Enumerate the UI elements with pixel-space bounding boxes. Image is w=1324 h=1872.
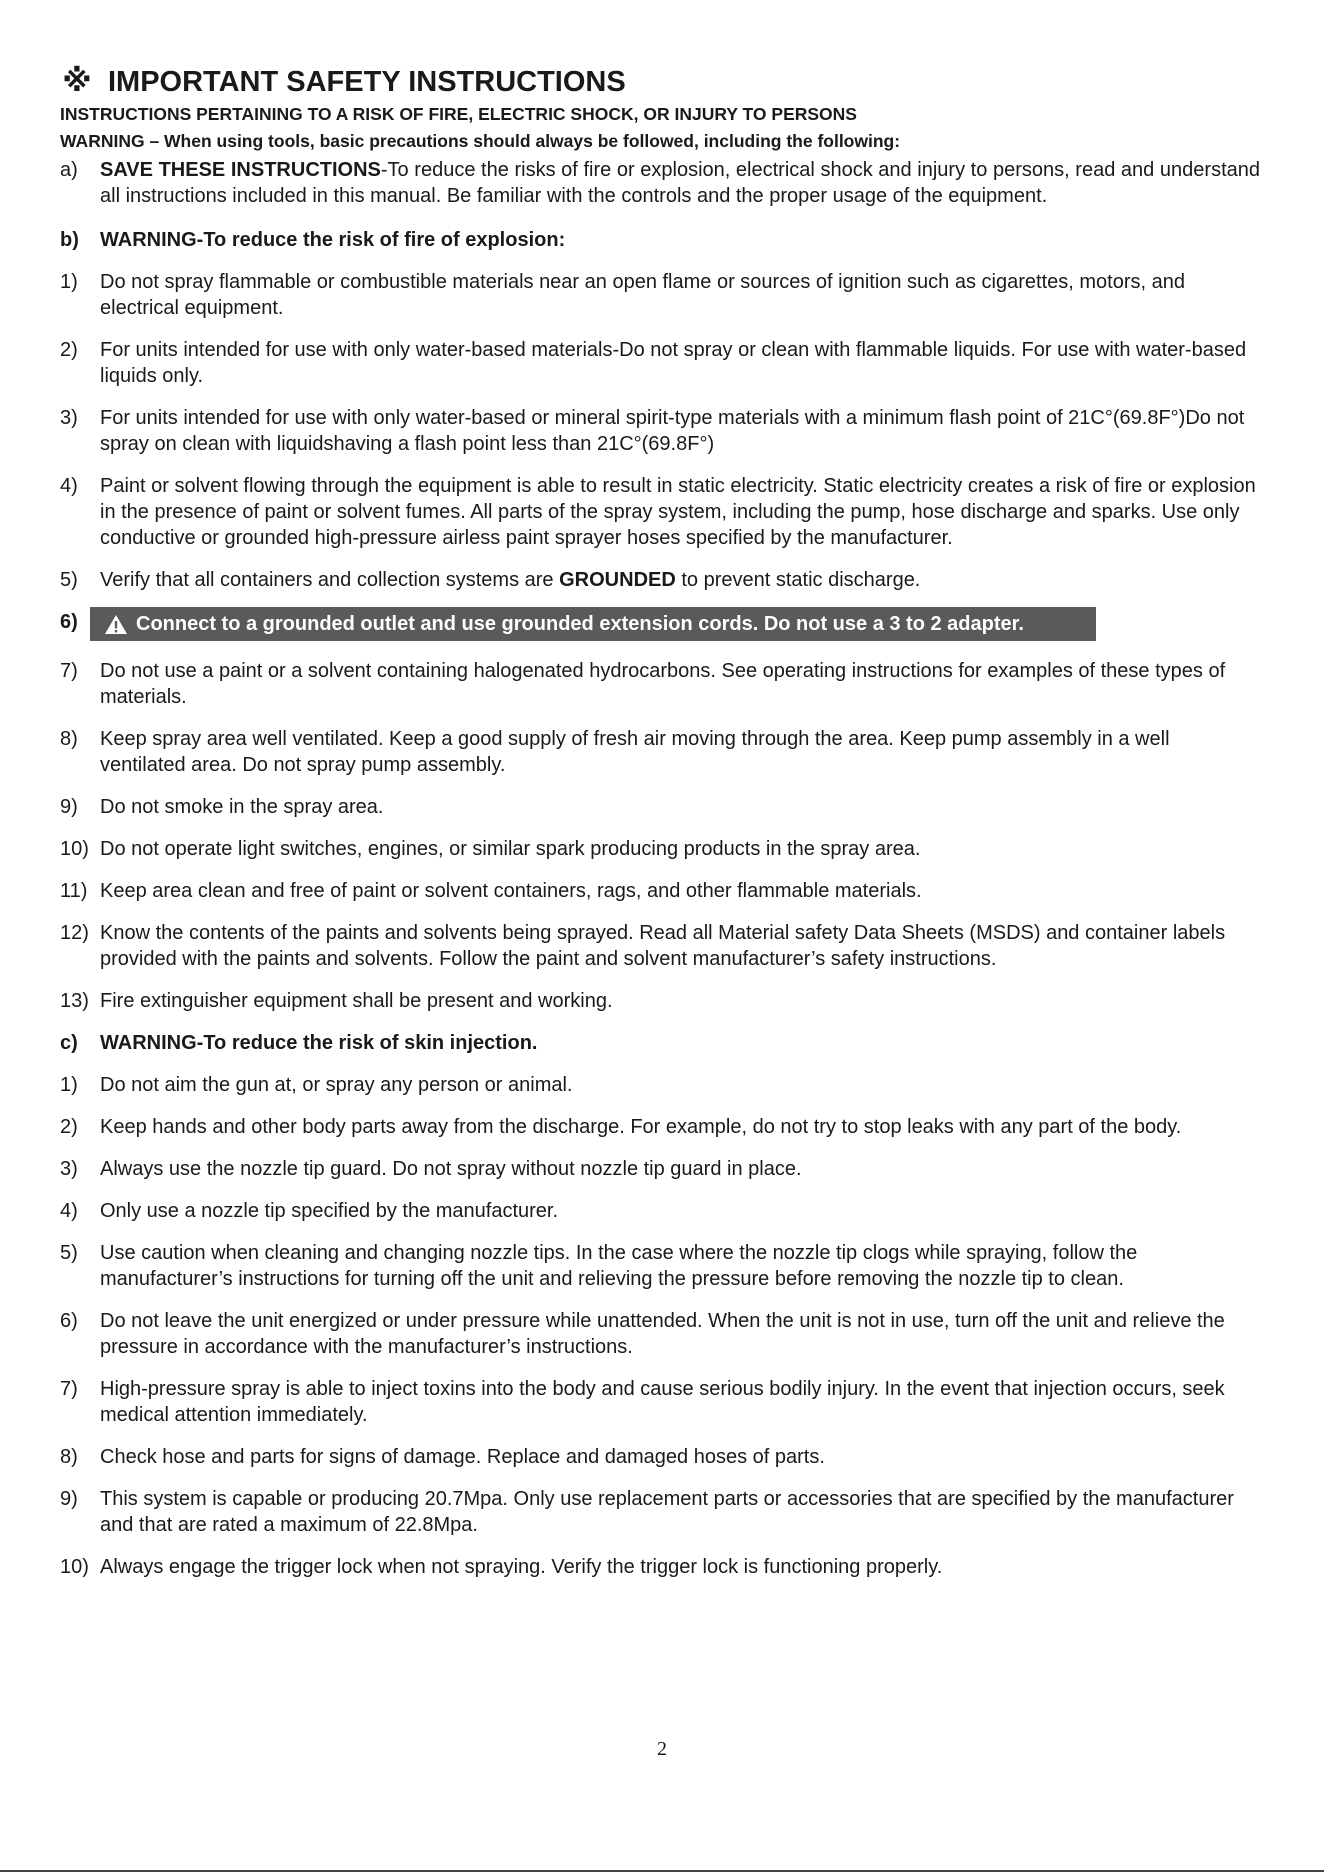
list-item-text: For units intended for use with only water-based or mineral spirit-type materials with a minimum flash point of 21C°(69.8F°)Do not spray on clean with liquidshaving a flash point less than 21C°(69.8F°): [100, 407, 1245, 455]
list-item: [60, 405, 1260, 457]
list-item-number: 9): [60, 795, 78, 818]
list-item: [60, 1376, 1260, 1428]
list-item-number: 4): [60, 1199, 78, 1222]
list-item-number: 3): [60, 407, 78, 429]
section-a-text: [100, 157, 1260, 209]
list-item-number: 2): [60, 1115, 78, 1138]
list-item-number: 8): [60, 1445, 78, 1468]
list-item-number: 7): [60, 659, 78, 682]
list-item: [60, 1308, 1260, 1360]
list-item-text: Do not aim the gun at, or spray any person or animal.: [100, 1073, 573, 1096]
list-item-number: 3): [60, 1157, 78, 1180]
list-item: [60, 607, 1260, 642]
item5-post: to prevent static discharge.: [675, 569, 921, 591]
list-item: [60, 1486, 1260, 1538]
list-item: [60, 988, 1260, 1014]
list-item-text: Only use a nozzle tip specified by the manufacturer.: [100, 1199, 559, 1222]
list-item: [60, 337, 1260, 389]
list-item-text: Always engage the trigger lock when not spraying. Verify the trigger lock is functioning properly.: [100, 1555, 943, 1578]
list-item-number: 6): [60, 611, 78, 633]
list-item-text: Do not leave the unit energized or under pressure while unattended. When the unit is not in use, turn off the unit and relieve the pressure in accordance with the manufacturer’s instructions.: [100, 1309, 1225, 1358]
list-item-number: 7): [60, 1377, 78, 1400]
list-item-text: Fire extinguisher equipment shall be present and working.: [100, 989, 613, 1012]
list-item: [60, 1240, 1260, 1292]
item5-pre: Verify that all containers and collection systems are: [100, 569, 560, 591]
list-item-text: This system is capable or producing 20.7Mpa. Only use replacement parts or accessories that are specified by the manufacturer and that are rated a maximum of 22.8Mpa.: [100, 1487, 1234, 1536]
list-item-number: 11): [60, 879, 88, 902]
section-c-label: c): [60, 1031, 78, 1054]
list-item-text: Do not smoke in the spray area.: [100, 795, 384, 818]
list-item-number: 10): [60, 837, 89, 860]
list-item-number: 1): [60, 1073, 78, 1096]
page-number: 2: [657, 1738, 667, 1760]
list-item: [60, 1554, 1260, 1580]
list-item-text: Know the contents of the paints and solvents being sprayed. Read all Material safety Data Sheets (MSDS) and container labels provided with the paints and solvents. Follow the paint and solvent manufacturer’s safety instructions.: [100, 921, 1226, 970]
list-item-number: 13): [60, 989, 89, 1012]
general-warning: WARNING – When using tools, basic precautions should always be followed, including the following:: [60, 131, 901, 151]
list-item-number: 1): [60, 271, 78, 293]
list-item-number: 5): [60, 569, 78, 591]
instructions-subtitle: INSTRUCTIONS PERTAINING TO A RISK OF FIRE, ELECTRIC SHOCK, OR INJURY TO PERSONS: [60, 104, 857, 124]
list-item-number: 9): [60, 1487, 78, 1510]
list-item-number: 12): [60, 921, 89, 944]
section-a-label: a): [60, 159, 78, 181]
list-item-text: Do not use a paint or a solvent containing halogenated hydrocarbons. See operating instructions for examples of these types of materials.: [100, 659, 1226, 708]
list-item: [60, 920, 1260, 972]
list-item-text: Keep area clean and free of paint or solvent containers, rags, and other flammable materials.: [100, 879, 922, 902]
list-item-number: 4): [60, 475, 78, 497]
list-item-text: Use caution when cleaning and changing nozzle tips. In the case where the nozzle tip clogs while spraying, follow the manufacturer’s instructions for turning off the unit and relieving the pressure before removing the nozzle tip to clean.: [100, 1241, 1138, 1290]
list-item: [60, 1114, 1260, 1140]
section-a: [60, 157, 1260, 209]
list-item: [60, 269, 1260, 321]
list-item: [60, 1444, 1260, 1470]
item5-grounded: GROUNDED: [559, 569, 676, 591]
list-item-text: Always use the nozzle tip guard. Do not spray without nozzle tip guard in place.: [100, 1157, 802, 1180]
reference-mark-icon: ※: [62, 65, 92, 98]
warning-triangle-icon: [104, 614, 128, 635]
list-item: [60, 1198, 1260, 1224]
list-item: [60, 794, 1260, 820]
list-item: [60, 878, 1260, 904]
list-item-text: Keep spray area well ventilated. Keep a good supply of fresh air moving through the area. Keep pump assembly in a well ventilated area. Do not spray pump assembly.: [100, 727, 1170, 776]
list-item: [60, 836, 1260, 862]
section-c-heading: [60, 1030, 1260, 1056]
section-a-body: -To reduce the risks of fire or explosion, electrical shock and injury to persons, read and understand all instructions included in this manual. Be familiar with the controls and the proper usage of the equipment.: [100, 159, 1260, 207]
list-item-text: For units intended for use with only water-based materials-Do not spray or clean with flammable liquids. For use with water-based liquids only.: [100, 339, 1247, 387]
section-b-heading: [60, 227, 1260, 253]
list-item-text: [100, 607, 1260, 642]
list-item-number: 2): [60, 339, 78, 361]
section-b-label: b): [60, 229, 79, 251]
list-item-text: Do not operate light switches, engines, or similar spark producing products in the spray area.: [100, 837, 921, 860]
section-a-lead: SAVE THESE INSTRUCTIONS: [100, 159, 381, 181]
list-item-text: Do not spray flammable or combustible materials near an open flame or sources of ignition such as cigarettes, motors, and electrical equipment.: [100, 271, 1185, 319]
grounding-warning-text: Connect to a grounded outlet and use grounded extension cords. Do not use a 3 to 2 adapter.: [136, 613, 1024, 635]
list-item-text: Keep hands and other body parts away from the discharge. For example, do not try to stop leaks with any part of the body.: [100, 1115, 1182, 1138]
list-item-number: 8): [60, 727, 78, 750]
list-item-number: 6): [60, 1309, 78, 1332]
page-title: [60, 64, 1260, 100]
list-item-text: Check hose and parts for signs of damage. Replace and damaged hoses of parts.: [100, 1445, 825, 1468]
list-item: [60, 567, 1260, 593]
list-item-text: [100, 567, 1260, 593]
list-item: [60, 658, 1260, 710]
list-item-text: Paint or solvent flowing through the equipment is able to result in static electricity. Static electricity creates a risk of fire or explosion in the presence of paint or solvent fumes. All parts of the spray system, including the pump, hose discharge and sparks. Use only conductive or grounded high-pressure airless paint sprayer hoses specified by the manufacturer.: [100, 475, 1256, 549]
section-b-heading-text: WARNING-To reduce the risk of fire of explosion:: [100, 229, 566, 251]
list-item-text: High-pressure spray is able to inject toxins into the body and cause serious bodily injury. In the event that injection occurs, seek medical attention immediately.: [100, 1377, 1225, 1426]
list-item-number: 10): [60, 1555, 89, 1578]
list-item: [60, 1072, 1260, 1098]
page-title-text: IMPORTANT SAFETY INSTRUCTIONS: [108, 66, 626, 98]
document-page: [60, 64, 1260, 1580]
grounding-warning-banner: [90, 607, 1096, 641]
list-item: [60, 1156, 1260, 1182]
section-c-heading-text: WARNING-To reduce the risk of skin injection.: [100, 1031, 538, 1054]
list-item: [60, 473, 1260, 551]
list-item: [60, 726, 1260, 778]
list-item-number: 5): [60, 1241, 78, 1264]
